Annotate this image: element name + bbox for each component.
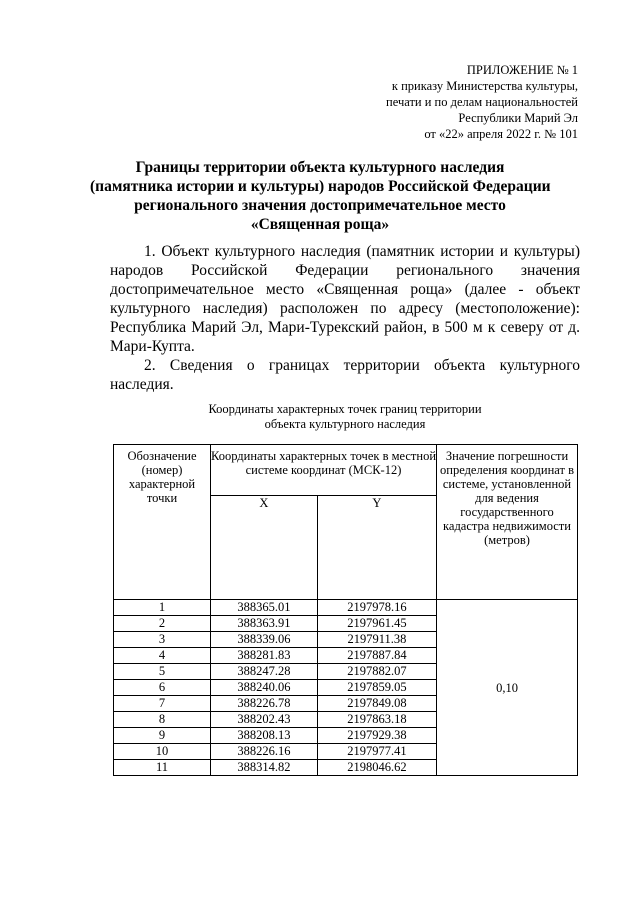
paragraph-2: 2. Сведения о границах территории объекта культурного наследия. (110, 357, 580, 393)
document-title (90, 158, 550, 234)
header-y: Y (317, 495, 436, 599)
header-x: X (211, 495, 318, 599)
point-number-cell: 6 (114, 680, 211, 696)
x-coordinate-cell: 388226.78 (211, 696, 318, 712)
point-number-cell: 7 (114, 696, 211, 712)
header-designation: Обозначение (номер) характерной точки (114, 445, 211, 600)
title-line-4: «Священная роща» (250, 216, 390, 233)
table-caption-line-1: Координаты характерных точек границ территории (208, 402, 482, 416)
point-number-cell: 11 (114, 760, 211, 776)
y-coordinate-cell: 2197929.38 (317, 728, 436, 744)
appendix-line-4: Республики Марий Эл (458, 111, 578, 125)
y-coordinate-cell: 2197887.84 (317, 648, 436, 664)
point-number-cell: 8 (114, 712, 211, 728)
y-coordinate-cell: 2197977.41 (317, 744, 436, 760)
y-coordinate-cell: 2197961.45 (317, 616, 436, 632)
point-number-cell: 2 (114, 616, 211, 632)
table-caption (110, 402, 580, 432)
point-number-cell: 5 (114, 664, 211, 680)
appendix-line-2: к приказу Министерства культуры, (391, 79, 578, 93)
x-coordinate-cell: 388363.91 (211, 616, 318, 632)
x-coordinate-cell: 388208.13 (211, 728, 318, 744)
document-body (110, 242, 580, 394)
table-row (114, 600, 578, 616)
appendix-line-3: печати и по делам национальностей (386, 95, 578, 109)
x-coordinate-cell: 388314.82 (211, 760, 318, 776)
coordinates-table-body (114, 600, 578, 776)
x-coordinate-cell: 388226.16 (211, 744, 318, 760)
error-value-cell: 0,10 (437, 600, 578, 776)
header-coordinates: Координаты характерных точек в местной системе координат (МСК-12) (211, 445, 437, 496)
y-coordinate-cell: 2197882.07 (317, 664, 436, 680)
point-number-cell: 1 (114, 600, 211, 616)
point-number-cell: 4 (114, 648, 211, 664)
x-coordinate-cell: 388365.01 (211, 600, 318, 616)
point-number-cell: 9 (114, 728, 211, 744)
title-line-1: Границы территории объекта культурного наследия (135, 159, 505, 176)
x-coordinate-cell: 388202.43 (211, 712, 318, 728)
paragraph-1: 1. Объект культурного наследия (памятник истории и культуры) народов Российской Федерации регионального значения достопримечательное место «Священная роща» (далее - объект культурного наследия) расположен по адресу (местоположение): Республика Марий Эл, Мари-Турекский район, в 500 м к северу от д. Мари-Купта. (110, 243, 580, 355)
title-line-2: (памятника истории и культуры) народов Российской Федерации (90, 178, 551, 195)
point-number-cell: 3 (114, 632, 211, 648)
x-coordinate-cell: 388240.06 (211, 680, 318, 696)
y-coordinate-cell: 2197978.16 (317, 600, 436, 616)
appendix-line-1: ПРИЛОЖЕНИЕ № 1 (466, 63, 578, 77)
appendix-header (318, 62, 578, 142)
x-coordinate-cell: 388339.06 (211, 632, 318, 648)
point-number-cell: 10 (114, 744, 211, 760)
appendix-line-5: от «22» апреля 2022 г. № 101 (424, 127, 578, 141)
title-line-3: регионального значения достопримечательное место (134, 197, 506, 214)
y-coordinate-cell: 2197849.08 (317, 696, 436, 712)
table-caption-line-2: объекта культурного наследия (264, 417, 426, 431)
y-coordinate-cell: 2198046.62 (317, 760, 436, 776)
x-coordinate-cell: 388247.28 (211, 664, 318, 680)
y-coordinate-cell: 2197911.38 (317, 632, 436, 648)
y-coordinate-cell: 2197863.18 (317, 712, 436, 728)
coordinates-table (113, 444, 578, 776)
x-coordinate-cell: 388281.83 (211, 648, 318, 664)
header-error: Значение погрешности определения координат в системе, установленной для ведения государственного кадастра недвижимости (метров) (437, 445, 578, 600)
y-coordinate-cell: 2197859.05 (317, 680, 436, 696)
